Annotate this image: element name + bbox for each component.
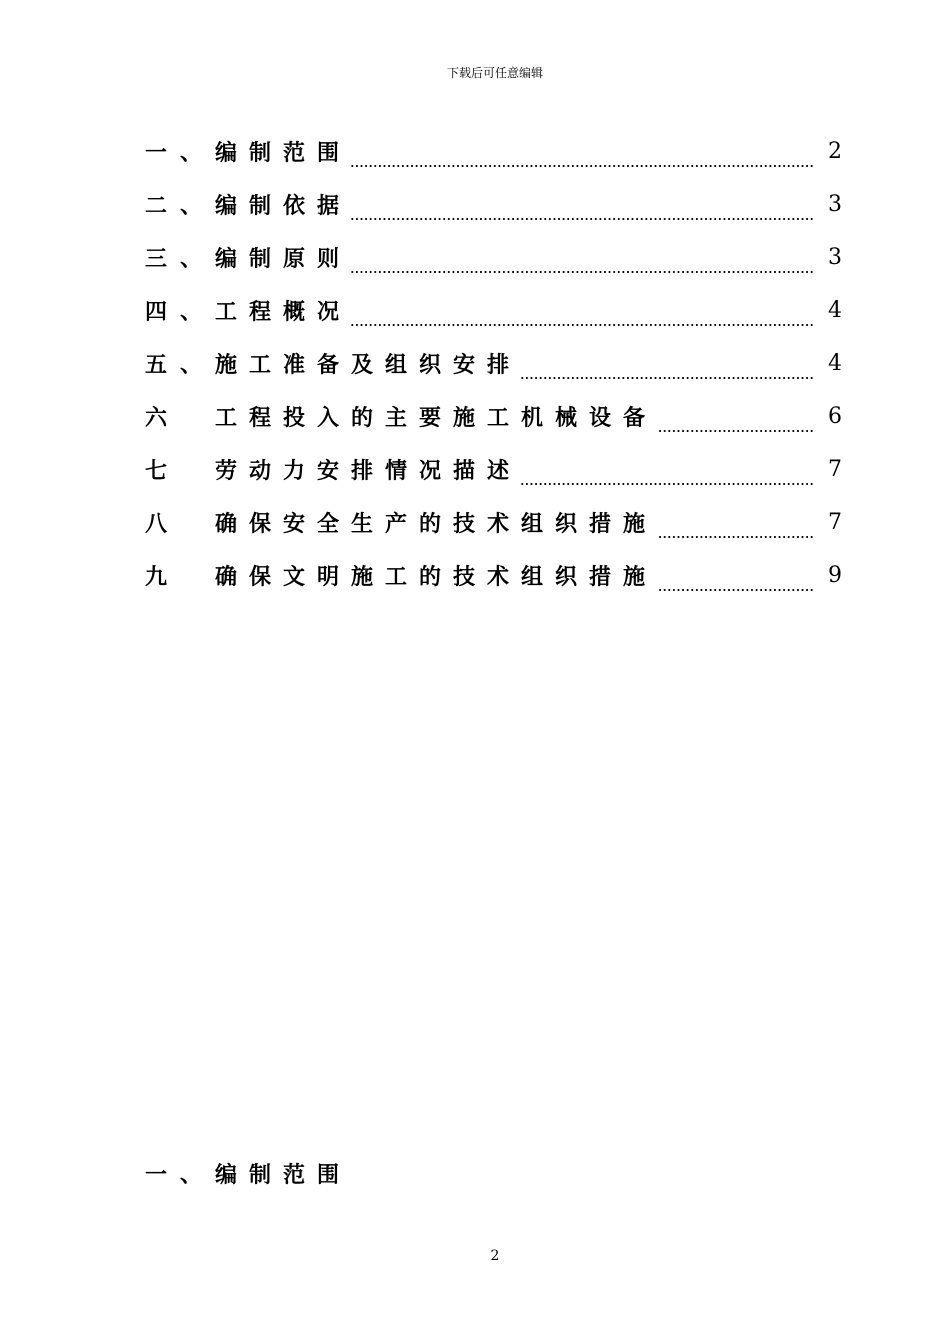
toc-item-page: 2	[828, 139, 842, 164]
toc-item-page: 6	[828, 404, 842, 429]
toc-item-title: 编制原则	[215, 247, 352, 272]
toc-item-number: 一、	[145, 141, 216, 166]
toc-item-number: 八	[145, 512, 181, 537]
toc-dot-leader	[657, 413, 814, 433]
toc-item-number: 四、	[145, 300, 216, 325]
toc-item-number: 七	[145, 459, 181, 484]
toc-item[interactable]	[145, 337, 842, 390]
toc-dot-leader	[521, 466, 814, 486]
toc-item-number: 二、	[145, 194, 216, 219]
toc-item-title: 施工准备及组织安排	[215, 353, 522, 378]
toc-dot-leader	[351, 201, 814, 221]
toc-item-page: 7	[828, 510, 842, 535]
toc-item-page: 3	[828, 192, 842, 217]
page-number: 2	[490, 1248, 500, 1264]
toc-item-page: 4	[828, 298, 842, 323]
table-of-contents	[145, 125, 842, 602]
toc-item-number: 五、	[145, 353, 216, 378]
toc-dot-leader	[521, 360, 814, 380]
toc-item[interactable]	[145, 231, 842, 284]
toc-item[interactable]	[145, 549, 842, 602]
toc-item-number: 三、	[145, 247, 216, 272]
toc-item-number: 九	[145, 565, 181, 590]
toc-dot-leader	[351, 307, 814, 327]
toc-item[interactable]	[145, 390, 842, 443]
page-header: 下载后可任意编辑	[446, 66, 543, 80]
toc-item-number: 六	[145, 406, 181, 431]
toc-item-title: 劳动力安排情况描述	[215, 459, 522, 484]
toc-item-title: 工程投入的主要施工机械设备	[215, 406, 658, 431]
toc-dot-leader	[351, 254, 814, 274]
toc-item-page: 4	[828, 351, 842, 376]
toc-item-title: 工程概况	[215, 300, 352, 325]
toc-item[interactable]	[145, 496, 842, 549]
toc-item-page: 7	[828, 457, 842, 482]
toc-item-page: 9	[828, 563, 842, 588]
toc-item-title: 确保文明施工的技术组织措施	[215, 565, 658, 590]
toc-item-page: 3	[828, 245, 842, 270]
section-heading-title: 编制范围	[215, 1163, 352, 1188]
section-heading-number: 一、	[145, 1163, 216, 1188]
toc-item[interactable]	[145, 125, 842, 178]
toc-item-title: 编制范围	[215, 141, 352, 166]
toc-dot-leader	[657, 572, 814, 592]
toc-item[interactable]	[145, 443, 842, 496]
toc-item-title: 编制依据	[215, 194, 352, 219]
toc-item[interactable]	[145, 284, 842, 337]
section-heading	[145, 1158, 351, 1189]
toc-item-title: 确保安全生产的技术组织措施	[215, 512, 658, 537]
toc-dot-leader	[351, 148, 814, 168]
toc-dot-leader	[657, 519, 814, 539]
toc-item[interactable]	[145, 178, 842, 231]
